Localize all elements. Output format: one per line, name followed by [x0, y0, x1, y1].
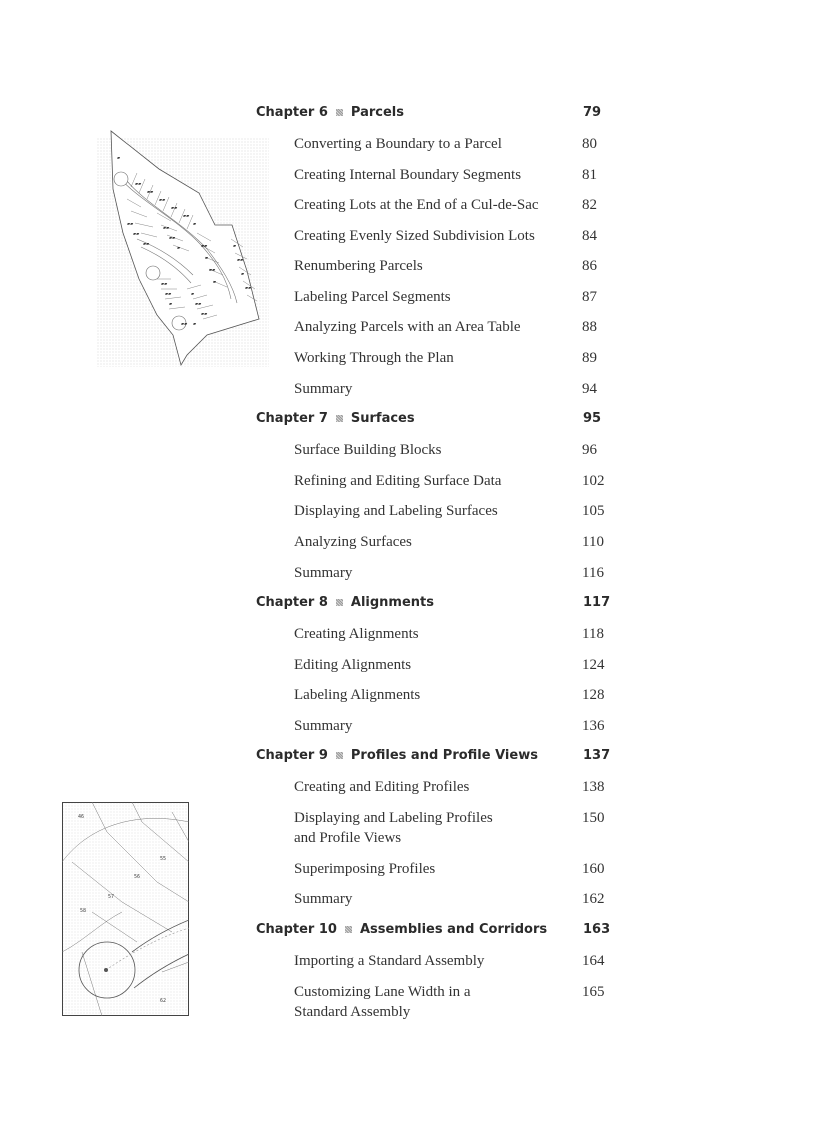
chapter-heading[interactable] — [256, 748, 611, 768]
svg-text:▰: ▰ — [233, 243, 237, 248]
section-title: Creating and Editing Profiles — [294, 779, 470, 795]
section-page-number: 164 — [582, 953, 605, 969]
section-title: Creating Lots at the End of a Cul-de-Sac — [294, 197, 539, 213]
section-page-number: 80 — [582, 136, 597, 152]
chapter-number: Chapter 6 — [256, 105, 328, 120]
section-page-number: 105 — [582, 503, 605, 519]
section-page-number: 136 — [582, 718, 605, 734]
section-page-number: 89 — [582, 350, 597, 366]
section-title: Importing a Standard Assembly — [294, 953, 485, 969]
section-page-number: 160 — [582, 861, 605, 877]
svg-text:▰▰: ▰▰ — [201, 311, 208, 316]
section-title: Surface Building Blocks — [294, 442, 442, 458]
chapter-number: Chapter 8 — [256, 595, 328, 610]
chapter-title: Assemblies and Corridors — [359, 922, 548, 937]
section-page-number: 124 — [582, 657, 605, 673]
section-title: Superimposing Profiles — [294, 861, 436, 877]
chapter-heading[interactable] — [256, 922, 611, 942]
svg-text:▰▰: ▰▰ — [171, 205, 178, 210]
section-title: Summary — [294, 718, 353, 734]
lot-label: 56 — [134, 874, 141, 880]
section-title: Working Through the Plan — [294, 350, 454, 366]
section-page-number: 86 — [582, 258, 597, 274]
chapter-page-number: 117 — [583, 595, 611, 610]
svg-text:▰▰: ▰▰ — [201, 243, 208, 248]
section-title: Displaying and Labeling Surfaces — [294, 503, 498, 519]
section-page-number: 84 — [582, 228, 597, 244]
section-page-number: 102 — [582, 473, 605, 489]
section-page-number: 150 — [582, 810, 605, 826]
cul-de-sac-illustration — [62, 802, 189, 1016]
svg-text:▰: ▰ — [205, 255, 209, 260]
section-title: Renumbering Parcels — [294, 258, 423, 274]
svg-text:▰▰: ▰▰ — [165, 291, 172, 296]
svg-text:▰▰: ▰▰ — [183, 213, 190, 218]
section-page-number: 116 — [582, 565, 604, 581]
chapter-title: Profiles and Profile Views — [350, 748, 538, 763]
lot-label: 58 — [80, 908, 87, 914]
section-page-number: 138 — [582, 779, 605, 795]
section-title: Customizing Lane Width in a Standard Assembly — [294, 984, 471, 1020]
svg-text:▰: ▰ — [117, 155, 121, 160]
chapter-number: Chapter 7 — [256, 411, 328, 426]
section-page-number: 128 — [582, 687, 605, 703]
section-page-number: 94 — [582, 381, 597, 397]
chapter-number: Chapter 9 — [256, 748, 328, 763]
svg-text:▰▰: ▰▰ — [135, 181, 142, 186]
lot-label: 62 — [160, 998, 167, 1004]
section-page-number: 165 — [582, 984, 605, 1000]
section-title: Creating Internal Boundary Segments — [294, 167, 522, 183]
section-page-number: 87 — [582, 289, 597, 305]
lot-label: 57 — [108, 894, 115, 900]
section-title: Summary — [294, 891, 353, 907]
section-title: Displaying and Labeling Profiles and Profile Views — [294, 810, 493, 846]
section-title: Refining and Editing Surface Data — [294, 473, 502, 489]
section-title: Summary — [294, 381, 353, 397]
chapter-page-number: 163 — [583, 922, 611, 937]
parcel-plan-illustration — [97, 129, 272, 369]
svg-text:▰▰: ▰▰ — [195, 301, 202, 306]
svg-text:▰: ▰ — [191, 291, 195, 296]
separator-icon — [336, 752, 343, 759]
section-page-number: 162 — [582, 891, 605, 907]
section-title: Analyzing Parcels with an Area Table — [294, 319, 521, 335]
section-title: Summary — [294, 565, 353, 581]
section-title: Editing Alignments — [294, 657, 412, 673]
svg-text:▰: ▰ — [193, 221, 197, 226]
svg-text:▰▰: ▰▰ — [161, 281, 168, 286]
chapter-title: Surfaces — [350, 411, 415, 426]
svg-text:▰▰: ▰▰ — [127, 221, 134, 226]
chapter-page-number: 79 — [583, 105, 602, 120]
svg-text:▰▰: ▰▰ — [147, 189, 154, 194]
section-page-number: 110 — [582, 534, 604, 550]
section-page-number: 88 — [582, 319, 597, 335]
section-page-number: 96 — [582, 442, 597, 458]
lot-label: 55 — [160, 856, 167, 862]
svg-text:▰▰: ▰▰ — [159, 197, 166, 202]
separator-icon — [345, 926, 352, 933]
section-title: Creating Alignments — [294, 626, 419, 642]
section-page-number: 118 — [582, 626, 604, 642]
section-title: Labeling Parcel Segments — [294, 289, 451, 305]
chapter-heading[interactable] — [256, 411, 606, 431]
svg-text:▰▰: ▰▰ — [237, 257, 244, 262]
svg-text:▰: ▰ — [193, 321, 197, 326]
section-title: Labeling Alignments — [294, 687, 421, 703]
svg-text:▰: ▰ — [213, 279, 217, 284]
svg-text:▰▰: ▰▰ — [245, 285, 252, 290]
svg-text:▰: ▰ — [169, 301, 173, 306]
chapter-number: Chapter 10 — [256, 922, 337, 937]
svg-text:▰▰: ▰▰ — [163, 225, 170, 230]
chapter-heading[interactable] — [256, 595, 611, 615]
chapter-title: Parcels — [350, 105, 404, 120]
section-page-number: 81 — [582, 167, 597, 183]
separator-icon — [336, 109, 343, 116]
lot-label: 46 — [78, 814, 85, 820]
chapter-page-number: 137 — [583, 748, 611, 763]
section-title: Converting a Boundary to a Parcel — [294, 136, 502, 152]
svg-text:▰▰: ▰▰ — [143, 241, 150, 246]
chapter-page-number: 95 — [583, 411, 602, 426]
chapter-heading[interactable] — [256, 105, 606, 125]
svg-text:▰▰: ▰▰ — [181, 321, 188, 326]
svg-text:▰▰: ▰▰ — [209, 267, 216, 272]
svg-text:▰▰: ▰▰ — [133, 231, 140, 236]
section-title: Analyzing Surfaces — [294, 534, 412, 550]
svg-text:▰: ▰ — [241, 271, 245, 276]
section-title: Creating Evenly Sized Subdivision Lots — [294, 228, 535, 244]
chapter-title: Alignments — [350, 595, 434, 610]
separator-icon — [336, 599, 343, 606]
svg-text:▰▰: ▰▰ — [169, 235, 176, 240]
separator-icon — [336, 415, 343, 422]
section-page-number: 82 — [582, 197, 597, 213]
svg-text:▰: ▰ — [177, 245, 181, 250]
